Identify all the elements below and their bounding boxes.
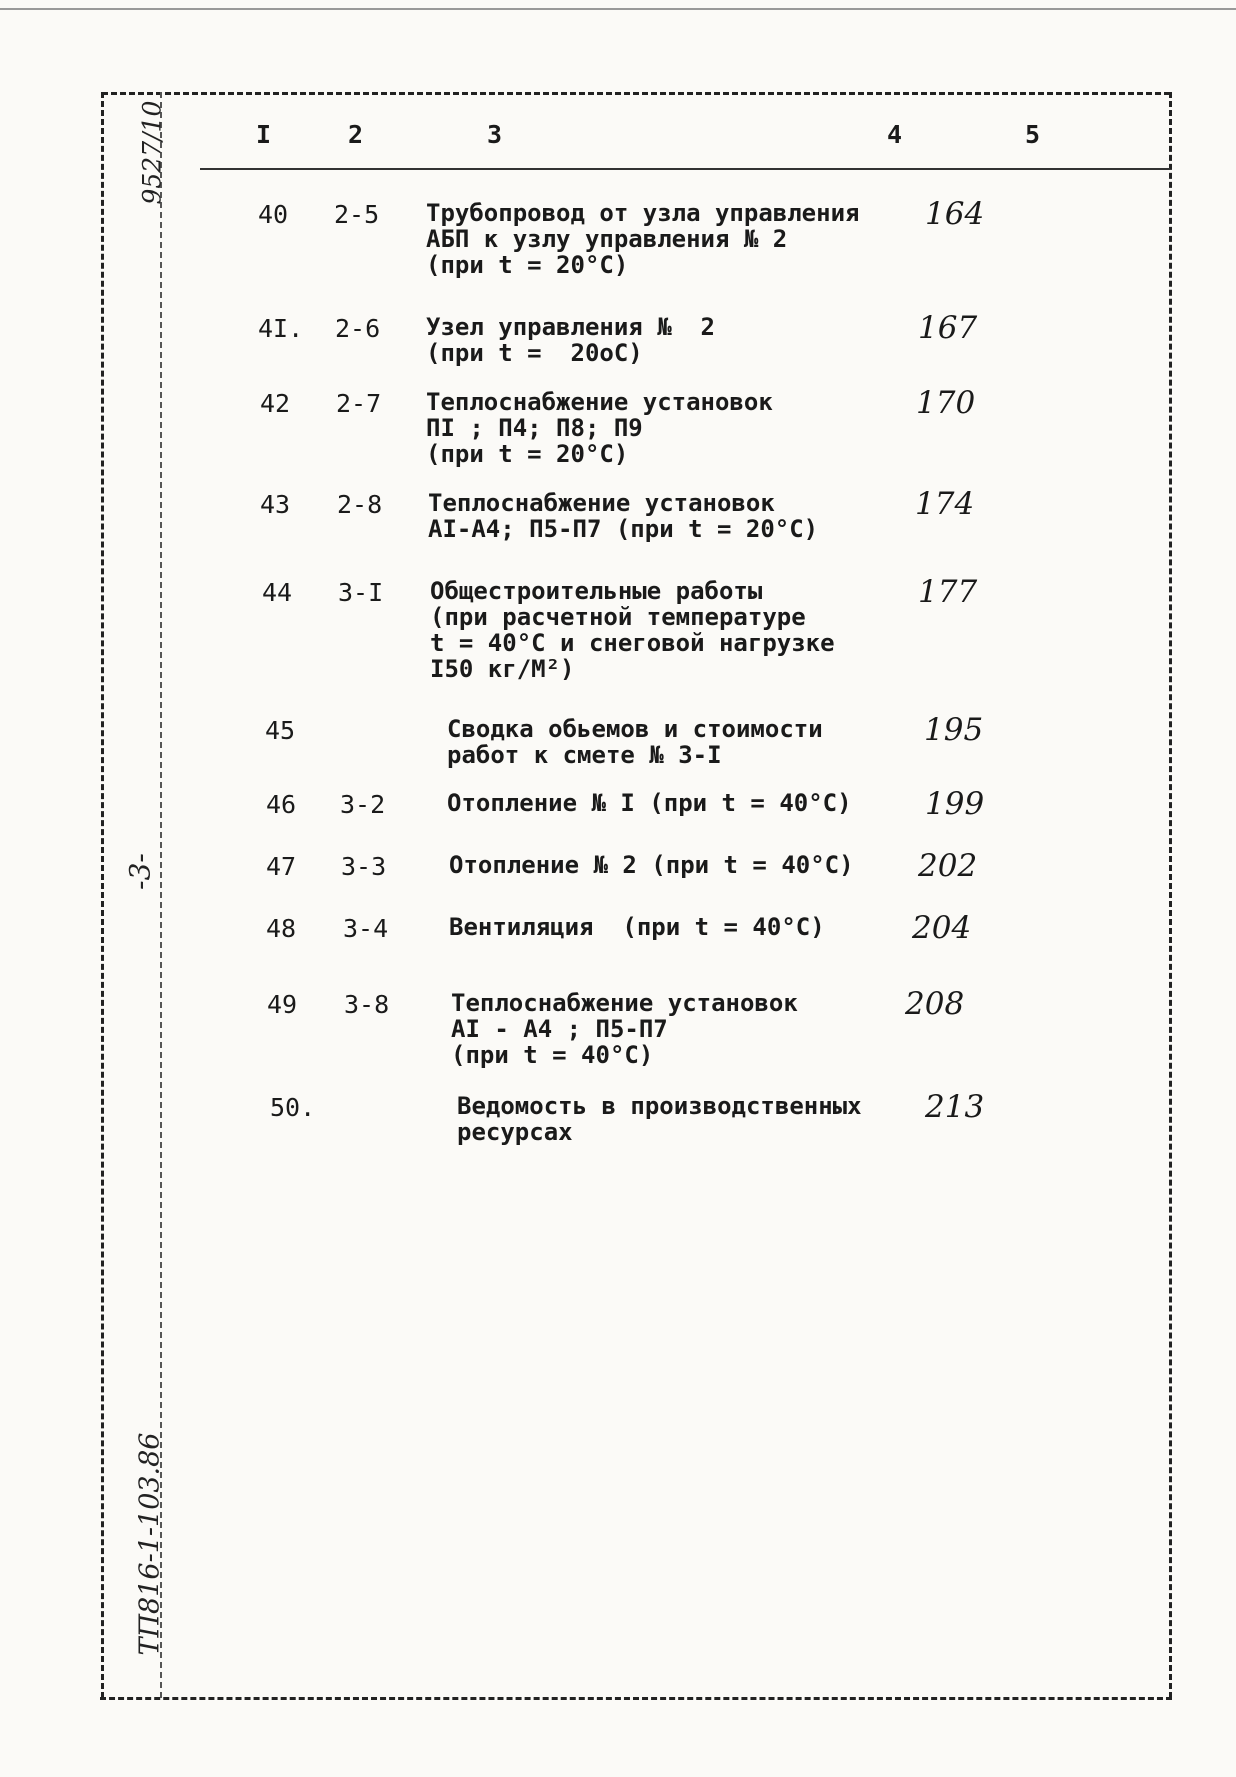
description-line: t = 40°С и снеговой нагрузке — [430, 629, 835, 657]
description-line: (при t = 20°С) — [426, 440, 629, 468]
description-line: (при расчетной температуре — [430, 603, 806, 631]
row-page-number: 202 — [918, 848, 978, 884]
row-description — [451, 990, 798, 1068]
row-description — [447, 716, 823, 768]
row-description — [449, 914, 825, 940]
description-line: Сводка обьемов и стоимости — [447, 715, 823, 743]
description-line: Трубопровод от узла управления — [426, 199, 860, 227]
frame-right — [1169, 92, 1172, 1698]
row-code: 3-4 — [343, 914, 389, 943]
row-code: 2-7 — [336, 389, 382, 418]
row-page-number: 213 — [925, 1089, 985, 1125]
row-description — [426, 314, 715, 366]
column-header-2: 2 — [348, 120, 364, 149]
row-number: 47 — [266, 852, 297, 881]
description-line: I50 кг/М²) — [430, 655, 575, 683]
row-number: 44 — [262, 578, 293, 607]
description-line: Отопление № I (при t = 40°С) — [447, 789, 852, 817]
row-number: 49 — [267, 990, 298, 1019]
row-page-number: 167 — [918, 310, 978, 346]
column-header-3: 3 — [487, 120, 503, 149]
row-page-number: 195 — [924, 712, 984, 748]
row-number: 40 — [258, 200, 289, 229]
header-rule — [200, 168, 1170, 170]
description-line: работ к смете № 3-I — [447, 741, 722, 769]
frame-top — [102, 92, 1170, 95]
row-code: 3-3 — [341, 852, 387, 881]
description-line: Ведомость в производственных — [457, 1092, 862, 1120]
row-description — [430, 578, 835, 682]
description-line: ПI ; П4; П8; П9 — [426, 414, 643, 442]
description-line: ресурсах — [457, 1118, 573, 1146]
row-number: 42 — [260, 389, 291, 418]
row-number: 45 — [265, 716, 296, 745]
row-description — [457, 1093, 862, 1145]
description-line: АБП к узлу управления № 2 — [426, 225, 788, 253]
description-line: (при t = 20оС) — [426, 339, 643, 367]
column-header-1: I — [256, 120, 272, 149]
row-code: 2-8 — [337, 490, 383, 519]
row-code: 2-5 — [334, 200, 380, 229]
row-description — [426, 389, 773, 467]
row-number: 48 — [266, 914, 297, 943]
page-edge — [0, 8, 1236, 10]
frame-bottom — [100, 1697, 1172, 1700]
row-code: 3-2 — [340, 790, 386, 819]
row-description — [447, 790, 852, 816]
row-page-number: 170 — [916, 385, 976, 421]
row-description — [449, 852, 854, 878]
row-code: 2-6 — [335, 314, 381, 343]
description-line: АI-А4; П5-П7 (при t = 20°С) — [428, 515, 819, 543]
row-number: 50. — [270, 1093, 316, 1122]
row-page-number: 174 — [915, 486, 975, 522]
row-page-number: 204 — [912, 910, 972, 946]
description-line: (при t = 40°С) — [451, 1041, 654, 1069]
row-code: 3-I — [338, 578, 384, 607]
row-number: 46 — [266, 790, 297, 819]
description-line: Теплоснабжение установок — [428, 489, 775, 517]
page-number: -3- — [123, 853, 157, 890]
description-line: Вентиляция (при t = 40°С) — [449, 913, 825, 941]
description-line: Общестроительные работы — [430, 577, 763, 605]
description-line: Теплоснабжение установок — [451, 989, 798, 1017]
frame-left — [101, 92, 104, 1698]
description-line: (при t = 20°С) — [426, 251, 629, 279]
column-header-5: 5 — [1025, 120, 1041, 149]
column-header-4: 4 — [887, 120, 903, 149]
row-number: 43 — [260, 490, 291, 519]
row-number: 4I. — [258, 314, 304, 343]
description-line: Узел управления № 2 — [426, 313, 715, 341]
description-line: Теплоснабжение установок — [426, 388, 773, 416]
row-page-number: 208 — [905, 986, 965, 1022]
row-description — [426, 200, 859, 278]
row-page-number: 177 — [918, 574, 978, 610]
row-page-number: 164 — [925, 196, 985, 232]
row-description — [428, 490, 818, 542]
row-code: 3-8 — [344, 990, 390, 1019]
series-number: ТП816-1-103.86 — [134, 1432, 166, 1656]
doc-number: 9527/10 — [137, 100, 167, 205]
row-page-number: 199 — [925, 786, 985, 822]
description-line: Отопление № 2 (при t = 40°С) — [449, 851, 854, 879]
description-line: АI - А4 ; П5-П7 — [451, 1015, 668, 1043]
